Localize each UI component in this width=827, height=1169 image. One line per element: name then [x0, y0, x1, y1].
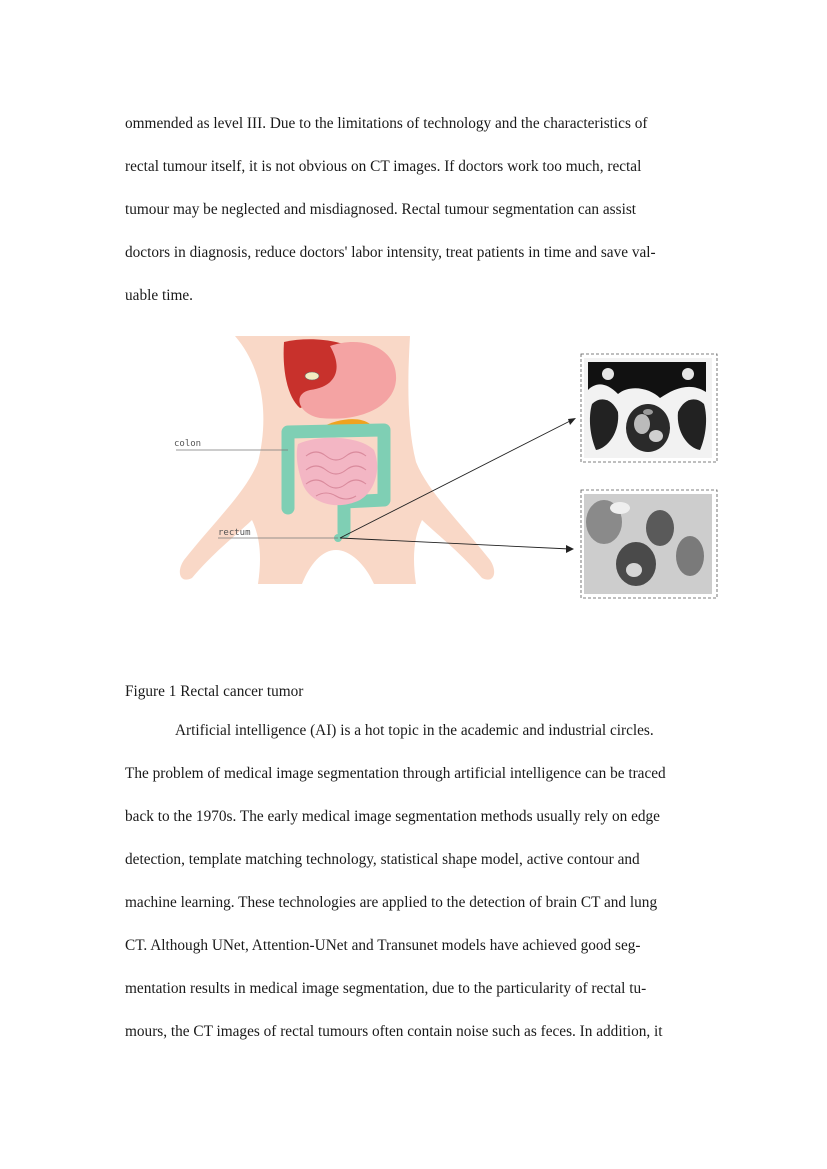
- paragraph2-line-3: back to the 1970s. The early medical image segmentation methods usually rely on edge: [125, 808, 660, 825]
- paragraph2-line-4: detection, template matching technology, statistical shape model, active contour and: [125, 851, 640, 868]
- paragraph1-line-2: rectal tumour itself, it is not obvious on CT images. If doctors work too much, rectal: [125, 158, 642, 175]
- arrow-head-bottom: [566, 545, 574, 553]
- paragraph1-line-4: doctors in diagnosis, reduce doctors' labor intensity, treat patients in time and save val-: [125, 244, 656, 261]
- paragraph1-line-3: tumour may be neglected and misdiagnosed. Rectal tumour segmentation can assist: [125, 201, 637, 218]
- figure-caption: Figure 1 Rectal cancer tumor: [125, 683, 304, 700]
- colon-label: colon: [174, 439, 202, 449]
- rectal-anatomy-figure: [160, 332, 730, 612]
- ct-image-1: [584, 358, 712, 458]
- gallbladder-organ: [305, 372, 319, 380]
- paragraph2-line-6: CT. Although UNet, Attention-UNet and Transunet models have achieved good seg-: [125, 937, 641, 954]
- arrow-head-top: [568, 418, 576, 425]
- paragraph2-line-7: mentation results in medical image segmentation, due to the particularity of rectal tu-: [125, 980, 647, 997]
- paragraph1-line-1: ommended as level III. Due to the limitations of technology and the characteristics of: [125, 115, 648, 132]
- paragraph2-line-1: Artificial intelligence (AI) is a hot topic in the academic and industrial circles.: [175, 722, 654, 739]
- paragraph2-line-8: mours, the CT images of rectal tumours often contain noise such as feces. In addition, it: [125, 1023, 663, 1040]
- paragraph2-line-5: machine learning. These technologies are applied to the detection of brain CT and lung: [125, 894, 658, 911]
- rectum-label: rectum: [218, 528, 251, 538]
- paragraph2-line-2: The problem of medical image segmentation through artificial intelligence can be traced: [125, 765, 666, 782]
- ct-image-2: [584, 494, 712, 594]
- paragraph1-line-5: uable time.: [125, 287, 193, 304]
